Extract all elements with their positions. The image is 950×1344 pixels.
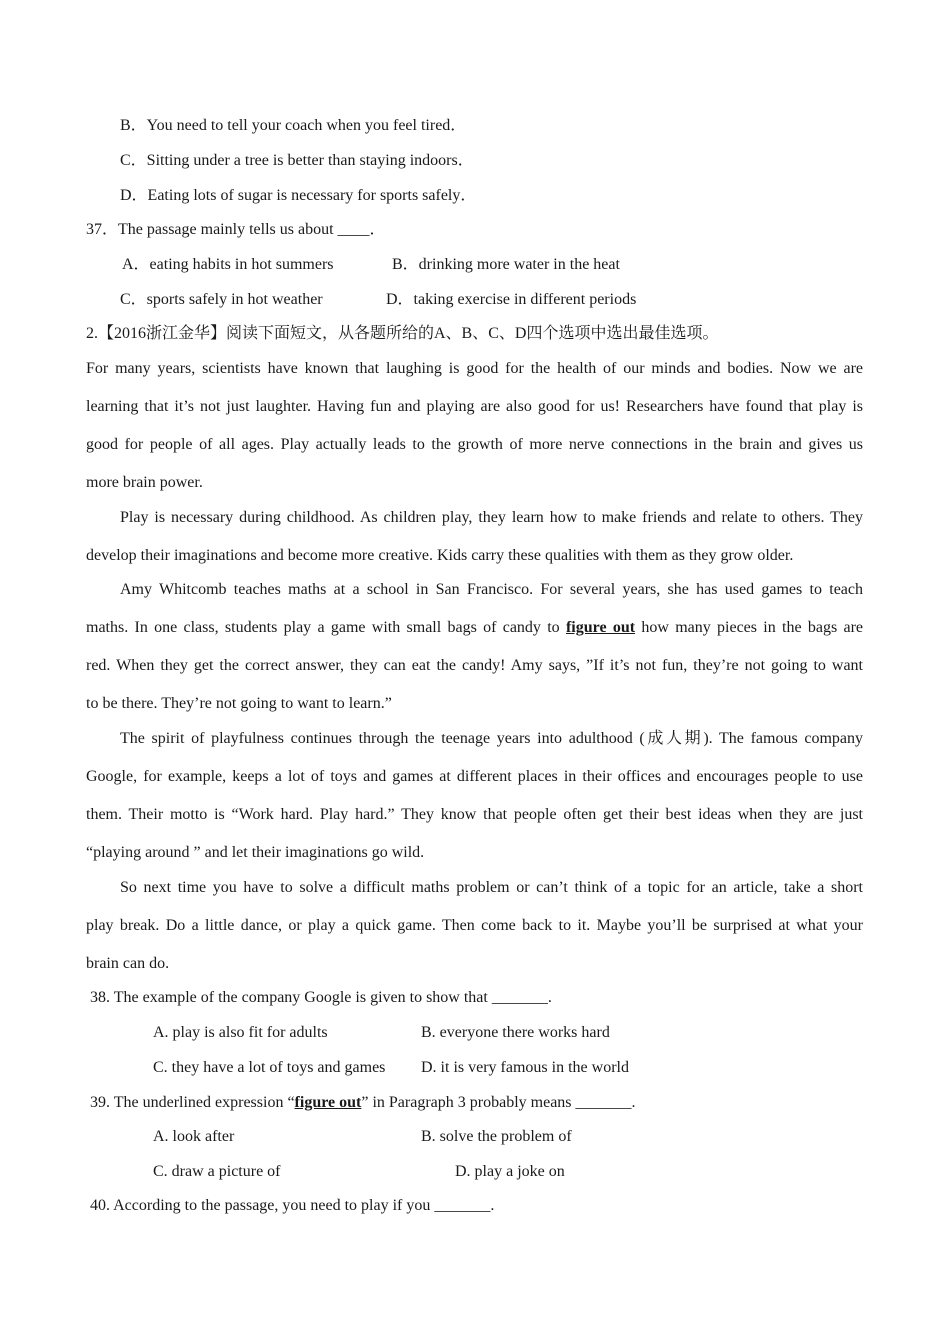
q39-stem-after: ” in Paragraph 3 probably means _______. bbox=[361, 1094, 636, 1111]
q37-option-d: D．taking exercise in different periods bbox=[386, 291, 637, 308]
passage-p4-line-4: “playing around ” and let their imaginations go wild. bbox=[86, 844, 425, 861]
q38-option-d: D. it is very famous in the world bbox=[421, 1059, 629, 1076]
q39-option-b: B. solve the problem of bbox=[421, 1128, 572, 1145]
q39-option-c: C. draw a picture of bbox=[153, 1163, 281, 1180]
passage-p2-line-1: Play is necessary during childhood. As children play, they learn how to make friends and relate to others. They bbox=[120, 509, 863, 526]
q40-stem: 40. According to the passage, you need to play if you _______. bbox=[90, 1197, 495, 1214]
passage-p1-line-3: good for people of all ages. Play actually leads to the growth of more nerve connections in the brain and gives us bbox=[86, 436, 863, 453]
q36-option-c: C．Sitting under a tree is better than staying indoors． bbox=[120, 152, 474, 169]
q37-stem: 37．The passage mainly tells us about ____． bbox=[86, 221, 386, 238]
passage-p5-line-2: play break. Do a little dance, or play a quick game. Then come back to it. Maybe you’ll be surprised at what your bbox=[86, 917, 863, 934]
q37-option-b: B．drinking more water in the heat bbox=[392, 256, 620, 273]
passage-p1-line-2: learning that it’s not just laughter. Having fun and playing are also good for us! Researchers have found that play is bbox=[86, 398, 863, 415]
passage-p5-line-1: So next time you have to solve a difficult maths problem or can’t think of a topic for an article, take a short bbox=[120, 879, 863, 896]
q38-stem: 38. The example of the company Google is given to show that _______. bbox=[90, 989, 552, 1006]
passage-p5-line-3: brain can do. bbox=[86, 955, 170, 972]
passage-p1-line-4: more brain power. bbox=[86, 474, 203, 491]
q39-option-d: D. play a joke on bbox=[455, 1163, 565, 1180]
passage-p3-line-2 bbox=[86, 618, 863, 638]
passage-p3-line-2-after: how many pieces in the bags are bbox=[635, 619, 864, 636]
q39-stem bbox=[90, 1093, 636, 1113]
passage-p3-line-2-before: maths. In one class, students play a game with small bags of candy to bbox=[86, 619, 566, 636]
q39-option-a: A. look after bbox=[153, 1128, 235, 1145]
underlined-expression: figure out bbox=[565, 619, 636, 636]
passage-p4-line-2: Google, for example, keeps a lot of toys and games at different places in their offices and encourages people to use bbox=[86, 768, 863, 785]
passage-p4-line-3: them. Their motto is “Work hard. Play hard.” They know that people often get their best ideas when they are just bbox=[86, 806, 863, 823]
passage-p3-line-4: to be there. They’re not going to want to learn.” bbox=[86, 695, 392, 712]
passage-p2-line-2: develop their imaginations and become more creative. Kids carry these qualities with them as they grow older. bbox=[86, 547, 794, 564]
q38-option-c: C. they have a lot of toys and games bbox=[153, 1059, 386, 1076]
q37-option-a: A．eating habits in hot summers bbox=[122, 256, 334, 273]
passage-p3-line-1: Amy Whitcomb teaches maths at a school in San Francisco. For several years, she has used games to teach bbox=[120, 581, 863, 598]
passage-p3-line-3: red. When they get the correct answer, they can eat the candy! Amy says, ”If it’s not fun, they’re not going to want bbox=[86, 657, 863, 674]
q39-underlined-expression: figure out bbox=[294, 1094, 362, 1111]
passage-p1-line-1: For many years, scientists have known that laughing is good for the health of our minds and bodies. Now we are bbox=[86, 360, 863, 377]
q36-option-d: D．Eating lots of sugar is necessary for sports safely． bbox=[120, 187, 477, 204]
q38-option-a: A. play is also fit for adults bbox=[153, 1024, 328, 1041]
section-header: 2.【2016浙江金华】阅读下面短文，从各题所给的A、B、C、D四个选项中选出最佳选项。 bbox=[86, 325, 719, 342]
passage-p4-line-1: The spirit of playfulness continues through the teenage years into adulthood (成人期). The famous company bbox=[120, 730, 863, 747]
q39-stem-before: 39. The underlined expression “ bbox=[90, 1094, 295, 1111]
q37-option-c: C．sports safely in hot weather bbox=[120, 291, 323, 308]
q36-option-b: B．You need to tell your coach when you feel tired． bbox=[120, 117, 467, 134]
q38-option-b: B. everyone there works hard bbox=[421, 1024, 610, 1041]
